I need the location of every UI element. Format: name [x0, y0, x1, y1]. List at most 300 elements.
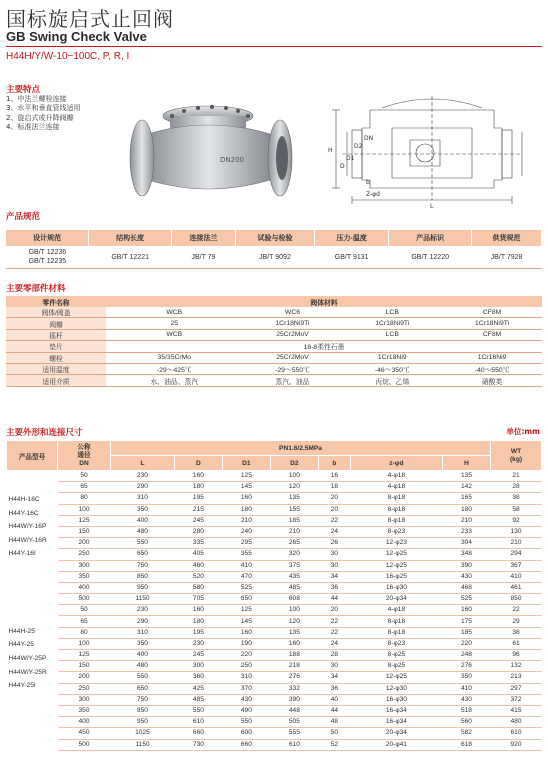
dims-cell: 294 — [491, 549, 542, 560]
dims-cell: 36 — [318, 582, 350, 593]
materials-value: 35/35CrMo — [106, 352, 243, 363]
dims-cell: 320 — [270, 549, 318, 560]
dims-cell: 390 — [442, 560, 490, 571]
specs-cell: JB/T 9092 — [235, 246, 314, 269]
dims-cell: 135 — [442, 471, 490, 482]
dims-row — [7, 616, 542, 627]
dims-cell: 580 — [174, 582, 222, 593]
dims-cell: 410 — [442, 683, 490, 694]
materials-heading: 主要零部件材料 — [6, 284, 66, 294]
dims-header-dn: 公称 通径 DN — [58, 441, 111, 471]
materials-table — [6, 296, 542, 387]
dims-cell: 518 — [442, 705, 490, 716]
dims-cell: 130 — [491, 526, 542, 537]
model-label: H44H-16C — [8, 496, 40, 503]
dims-row — [7, 526, 542, 537]
dims-cell: 16-φ30 — [350, 582, 442, 593]
dims-cell: 618 — [442, 739, 490, 750]
dims-cell: 1150 — [111, 594, 175, 605]
dims-cell: 8-φ18 — [350, 616, 442, 627]
dims-cell: 160 — [222, 493, 270, 504]
dims-cell: 367 — [491, 560, 542, 571]
dims-cell: 80 — [58, 627, 111, 638]
dims-cell: 250 — [58, 549, 111, 560]
drawing-label-l: L — [430, 203, 434, 208]
materials-value: 25 — [106, 318, 243, 329]
dims-cell: 750 — [111, 694, 175, 705]
dims-cell: 310 — [111, 627, 175, 638]
dims-heading: 主要外形和连接尺寸 — [6, 428, 83, 438]
dims-col-header: b — [318, 456, 350, 471]
materials-value: LCB — [342, 307, 442, 318]
dims-cell: 350 — [58, 705, 111, 716]
materials-value: 25Cr2MoV — [243, 329, 343, 340]
dims-cell: 525 — [442, 594, 490, 605]
dims-cell: 8-φ23 — [350, 526, 442, 537]
dims-cell: 250 — [58, 683, 111, 694]
dims-row — [7, 728, 542, 739]
dims-cell: 220 — [222, 650, 270, 661]
dims-cell: 375 — [270, 560, 318, 571]
dims-cell: 295 — [222, 538, 270, 549]
dims-cell: 485 — [174, 694, 222, 705]
dims-row — [7, 694, 542, 705]
materials-value: 水、油品、蒸汽 — [106, 375, 243, 386]
dims-cell: 650 — [222, 594, 270, 605]
materials-value: 25Cr2MoV — [243, 352, 343, 363]
dims-cell: 24 — [318, 526, 350, 537]
dims-cell: 100 — [58, 504, 111, 515]
dims-cell: 160 — [174, 471, 222, 482]
dims-cell: 297 — [491, 683, 542, 694]
dims-cell: 175 — [442, 616, 490, 627]
specs-header: 连接法兰 — [172, 230, 236, 246]
materials-value: LCB — [342, 329, 442, 340]
dims-cell: 300 — [58, 694, 111, 705]
dims-cell: 425 — [174, 683, 222, 694]
dims-cell: 28 — [491, 482, 542, 493]
dims-row — [7, 582, 542, 593]
dims-col-header: D2 — [270, 456, 318, 471]
dims-cell: 132 — [491, 661, 542, 672]
dims-cell: 44 — [318, 705, 350, 716]
dims-cell: 520 — [174, 571, 222, 582]
dims-cell: 160 — [222, 627, 270, 638]
materials-part: 适用温度 — [6, 363, 106, 374]
materials-value: -29～550℃ — [243, 363, 343, 374]
dims-cell: 415 — [491, 705, 542, 716]
dims-cell: 950 — [111, 582, 175, 593]
dims-cell: 461 — [491, 582, 542, 593]
dims-cell: 40 — [318, 694, 350, 705]
materials-value: 蒸汽、油品 — [243, 375, 343, 386]
dims-cell: 20 — [318, 493, 350, 504]
dims-cell: 610 — [491, 728, 542, 739]
model-label: H44W/Y-25P — [8, 654, 47, 662]
materials-value: WCB — [106, 329, 243, 340]
dims-model-cell — [7, 605, 58, 750]
dims-cell: 8-φ18 — [350, 504, 442, 515]
dims-cell: 210 — [270, 526, 318, 537]
feature-item: 3、水平和垂直管线适用 — [6, 104, 81, 113]
dims-cell: 29 — [491, 616, 542, 627]
dims-cell: 560 — [442, 717, 490, 728]
specs-header: 产品标识 — [389, 230, 472, 246]
dims-cell: 480 — [111, 526, 175, 537]
dims-cell: 38 — [491, 627, 542, 638]
dims-cell: 550 — [111, 672, 175, 683]
dims-cell: 8-φ23 — [350, 638, 442, 649]
dims-cell: 750 — [111, 560, 175, 571]
dims-cell: 16 — [318, 471, 350, 482]
dims-cell: 390 — [270, 694, 318, 705]
dims-cell: 450 — [58, 728, 111, 739]
model-label: H44Y-25I — [8, 682, 36, 690]
dims-row — [7, 705, 542, 716]
materials-row — [6, 318, 542, 329]
dims-row — [7, 471, 542, 482]
dims-cell: 180 — [174, 616, 222, 627]
dims-cell: 400 — [111, 515, 175, 526]
dims-cell: 405 — [174, 549, 222, 560]
dims-cell: 12-φ30 — [350, 683, 442, 694]
dims-row — [7, 571, 542, 582]
dims-row — [7, 739, 542, 750]
features-list — [6, 95, 80, 133]
dims-cell: 348 — [442, 549, 490, 560]
materials-value: 1Cr18Ni9Ti — [342, 318, 442, 329]
dims-cell: 12-φ25 — [350, 672, 442, 683]
materials-part: 适用介质 — [6, 375, 106, 386]
dims-cell: 215 — [174, 504, 222, 515]
dims-cell: 730 — [174, 739, 222, 750]
dims-cell: 150 — [58, 526, 111, 537]
dims-cell: 20-φ34 — [350, 728, 442, 739]
dims-cell: 160 — [442, 605, 490, 616]
dims-row — [7, 683, 542, 694]
dims-cell: 38 — [491, 493, 542, 504]
dims-cell: 12-φ23 — [350, 538, 442, 549]
dims-cell: 26 — [318, 538, 350, 549]
dims-cell: 550 — [111, 538, 175, 549]
dims-cell: 165 — [442, 493, 490, 504]
drawing-label-zd: Z-φd — [366, 191, 380, 198]
dims-cell: 310 — [222, 672, 270, 683]
feature-item: 1、中法兰螺栓连接 — [6, 95, 67, 103]
dims-cell: 12-φ25 — [350, 549, 442, 560]
model-label: H44Y-25 — [8, 641, 34, 649]
materials-value: 硝酸类 — [442, 375, 542, 386]
dims-cell: 48 — [318, 717, 350, 728]
dims-cell: 30 — [318, 560, 350, 571]
materials-value: -29～425℃ — [106, 363, 243, 374]
specs-header: 压力-温度 — [315, 230, 389, 246]
dims-cell: 582 — [442, 728, 490, 739]
specs-header: 供货规范 — [472, 230, 542, 246]
materials-row — [6, 375, 542, 386]
dims-cell: 350 — [111, 504, 175, 515]
dims-cell: 355 — [222, 549, 270, 560]
dims-cell: 8-φ18 — [350, 627, 442, 638]
dims-cell: 4-φ18 — [350, 605, 442, 616]
dims-cell: 92 — [491, 515, 542, 526]
dims-cell: 52 — [318, 739, 350, 750]
dims-col-header: D1 — [222, 456, 270, 471]
dims-table — [6, 440, 542, 751]
dims-cell: 276 — [442, 661, 490, 672]
dims-cell: 16-φ30 — [350, 694, 442, 705]
materials-value: -40～550℃ — [442, 363, 542, 374]
dims-row — [7, 482, 542, 493]
dims-cell: 410 — [222, 560, 270, 571]
dims-cell: 250 — [222, 661, 270, 672]
dims-cell: 430 — [442, 571, 490, 582]
materials-col-body: 阀体材料 — [106, 296, 542, 307]
dims-cell: 485 — [270, 582, 318, 593]
dims-cell: 150 — [58, 661, 111, 672]
dims-row — [7, 493, 542, 504]
dims-cell: 550 — [174, 705, 222, 716]
dims-cell: 34 — [318, 672, 350, 683]
dims-row — [7, 605, 542, 616]
dims-cell: 58 — [491, 504, 542, 515]
dims-cell: 430 — [222, 694, 270, 705]
materials-value: -46～350℃ — [342, 363, 442, 374]
dims-cell: 61 — [491, 638, 542, 649]
specs-cell: GB/T 9131 — [315, 246, 389, 269]
model-range: H44H/Y/W-10~100C, P, R, I — [6, 51, 130, 62]
dims-cell: 230 — [111, 471, 175, 482]
materials-row — [6, 341, 542, 352]
dims-cell: 180 — [174, 482, 222, 493]
dims-cell: 500 — [58, 739, 111, 750]
dims-cell: 125 — [222, 471, 270, 482]
model-label: H44H-25 — [8, 627, 35, 635]
dims-cell: 350 — [111, 638, 175, 649]
model-label: H44Y-16C — [8, 509, 39, 517]
dims-cell: 195 — [174, 627, 222, 638]
dims-cell: 1025 — [111, 728, 175, 739]
dims-cell: 180 — [442, 504, 490, 515]
dims-row — [7, 594, 542, 605]
title-rule — [6, 46, 542, 47]
valve-product-image — [120, 94, 300, 204]
dims-cell: 8-φ25 — [350, 661, 442, 672]
dims-cell: 332 — [270, 683, 318, 694]
dims-row — [7, 627, 542, 638]
dims-cell: 248 — [442, 650, 490, 661]
materials-value: CF8M — [442, 307, 542, 318]
materials-value: WC6 — [243, 307, 343, 318]
dims-cell: 160 — [174, 605, 222, 616]
specs-cell: GB/T 12236 GB/T 12235 — [6, 246, 89, 269]
dims-cell: 705 — [174, 594, 222, 605]
dims-cell: 34 — [318, 571, 350, 582]
materials-part: 垫片 — [6, 341, 106, 352]
drawing-label-d: D — [340, 163, 345, 170]
specs-cell: JB/T 7928 — [472, 246, 542, 269]
dims-row — [7, 717, 542, 728]
materials-value: WCB — [106, 307, 243, 318]
dims-cell: 480 — [491, 717, 542, 728]
dims-cell: 310 — [111, 493, 175, 504]
dims-cell: 430 — [442, 694, 490, 705]
dims-cell: 20 — [318, 605, 350, 616]
dims-cell: 195 — [174, 493, 222, 504]
dims-cell: 8-φ18 — [350, 493, 442, 504]
dims-cell: 372 — [491, 694, 542, 705]
dims-cell: 610 — [174, 717, 222, 728]
dims-cell: 145 — [222, 616, 270, 627]
dims-cell: 44 — [318, 594, 350, 605]
dims-cell: 850 — [491, 594, 542, 605]
specs-header: 试验与检验 — [235, 230, 314, 246]
page-title-cn: 国标旋启式止回阀 — [6, 7, 174, 31]
dims-cell: 142 — [442, 482, 490, 493]
dims-row — [7, 549, 542, 560]
features-heading: 主要特点 — [6, 85, 41, 95]
dims-header-model: 产品型号 — [7, 441, 58, 471]
dims-cell: 525 — [222, 582, 270, 593]
dims-cell: 185 — [270, 515, 318, 526]
specs-table — [6, 230, 542, 269]
dims-cell: 145 — [222, 482, 270, 493]
dims-cell: 610 — [270, 739, 318, 750]
dims-cell: 400 — [58, 582, 111, 593]
materials-col-part: 零件名称 — [6, 296, 106, 307]
dims-cell: 600 — [222, 728, 270, 739]
dims-header-pn: PN1.6/2.5MPa — [111, 441, 491, 456]
dims-cell: 448 — [270, 705, 318, 716]
dims-cell: 100 — [270, 605, 318, 616]
dims-header-wt: WT (kg) — [491, 441, 542, 471]
specs-header: 设计规范 — [6, 230, 89, 246]
dims-cell: 300 — [174, 661, 222, 672]
dims-cell: 555 — [270, 728, 318, 739]
dims-cell: 660 — [222, 739, 270, 750]
dims-cell: 16-φ34 — [350, 705, 442, 716]
dims-cell: 290 — [111, 482, 175, 493]
model-label: H44Y-16I — [8, 550, 36, 558]
dims-cell: 8-φ18 — [350, 515, 442, 526]
dims-row — [7, 672, 542, 683]
specs-cell: JB/T 79 — [172, 246, 236, 269]
materials-value: 1Cr18Ni9Ti — [243, 318, 343, 329]
feature-item: 2、旋启式或升降阀瓣 — [6, 113, 74, 122]
dims-cell: 30 — [318, 549, 350, 560]
dims-cell: 120 — [270, 616, 318, 627]
dims-cell: 16-φ25 — [350, 571, 442, 582]
dims-cell: 304 — [442, 538, 490, 549]
model-label: H44W/Y-25R — [8, 668, 47, 676]
dims-cell: 265 — [270, 538, 318, 549]
dims-cell: 335 — [174, 538, 222, 549]
dims-cell: 505 — [270, 717, 318, 728]
page-title-en: GB Swing Check Valve — [6, 29, 147, 44]
materials-value: 1Cr18Ni9 — [442, 352, 542, 363]
materials-value: 丙烷、乙烯 — [342, 375, 442, 386]
dims-row — [7, 661, 542, 672]
dims-cell: 30 — [318, 661, 350, 672]
dims-row — [7, 560, 542, 571]
dims-row — [7, 504, 542, 515]
dims-cell: 220 — [442, 638, 490, 649]
dims-cell: 210 — [442, 515, 490, 526]
dims-cell: 230 — [174, 638, 222, 649]
dims-cell: 50 — [58, 605, 111, 616]
dims-cell: 360 — [174, 672, 222, 683]
dims-cell: 188 — [270, 650, 318, 661]
dims-col-header: L — [111, 456, 175, 471]
dims-cell: 1150 — [111, 739, 175, 750]
dims-col-header: H — [442, 456, 490, 471]
drawing-label-d1: D1 — [346, 155, 355, 162]
dims-cell: 400 — [111, 650, 175, 661]
materials-row — [6, 352, 542, 363]
dims-unit: 单位:mm — [506, 427, 540, 436]
dims-cell: 20-φ41 — [350, 739, 442, 750]
dims-cell: 96 — [491, 650, 542, 661]
dims-cell: 135 — [270, 493, 318, 504]
materials-value: 18-8柔性石墨 — [106, 341, 542, 352]
specs-cell: GB/T 12220 — [389, 246, 472, 269]
dims-cell: 135 — [270, 627, 318, 638]
valve-technical-drawing — [322, 88, 544, 208]
dims-cell: 21 — [491, 471, 542, 482]
dims-cell: 350 — [58, 571, 111, 582]
dims-cell: 4-φ18 — [350, 482, 442, 493]
dims-cell: 22 — [491, 605, 542, 616]
dims-cell: 12-φ25 — [350, 560, 442, 571]
dims-model-cell — [7, 471, 58, 605]
dims-row — [7, 538, 542, 549]
dims-cell: 480 — [111, 661, 175, 672]
dims-cell: 28 — [318, 650, 350, 661]
dims-cell: 218 — [270, 661, 318, 672]
materials-row — [6, 363, 542, 374]
dims-cell: 80 — [58, 493, 111, 504]
dims-cell: 650 — [111, 549, 175, 560]
dims-cell: 350 — [442, 672, 490, 683]
dims-cell: 185 — [442, 627, 490, 638]
dims-cell: 20-φ34 — [350, 594, 442, 605]
drawing-label-h: H — [328, 147, 333, 154]
dims-cell: 233 — [442, 526, 490, 537]
specs-heading: 产品规范 — [6, 212, 41, 222]
dims-cell: 120 — [270, 482, 318, 493]
dims-cell: 470 — [222, 571, 270, 582]
dims-cell: 245 — [174, 650, 222, 661]
dims-cell: 468 — [442, 582, 490, 593]
feature-item: 4、标准法兰连接 — [6, 123, 60, 132]
dims-cell: 22 — [318, 627, 350, 638]
model-label: H44W/Y-16R — [8, 536, 47, 544]
drawing-label-b: b — [366, 179, 370, 186]
dims-cell: 300 — [58, 560, 111, 571]
valve-dn-label: DN200 — [220, 156, 244, 164]
dims-cell: 490 — [222, 705, 270, 716]
dims-cell: 213 — [491, 672, 542, 683]
dims-row — [7, 650, 542, 661]
drawing-label-d2: D2 — [354, 143, 363, 150]
dims-cell: 50 — [58, 471, 111, 482]
materials-row — [6, 329, 542, 340]
dims-cell: 8-φ25 — [350, 650, 442, 661]
dims-cell: 410 — [491, 571, 542, 582]
dims-cell: 290 — [111, 616, 175, 627]
materials-part: 摇杆 — [6, 329, 106, 340]
dims-cell: 460 — [174, 560, 222, 571]
